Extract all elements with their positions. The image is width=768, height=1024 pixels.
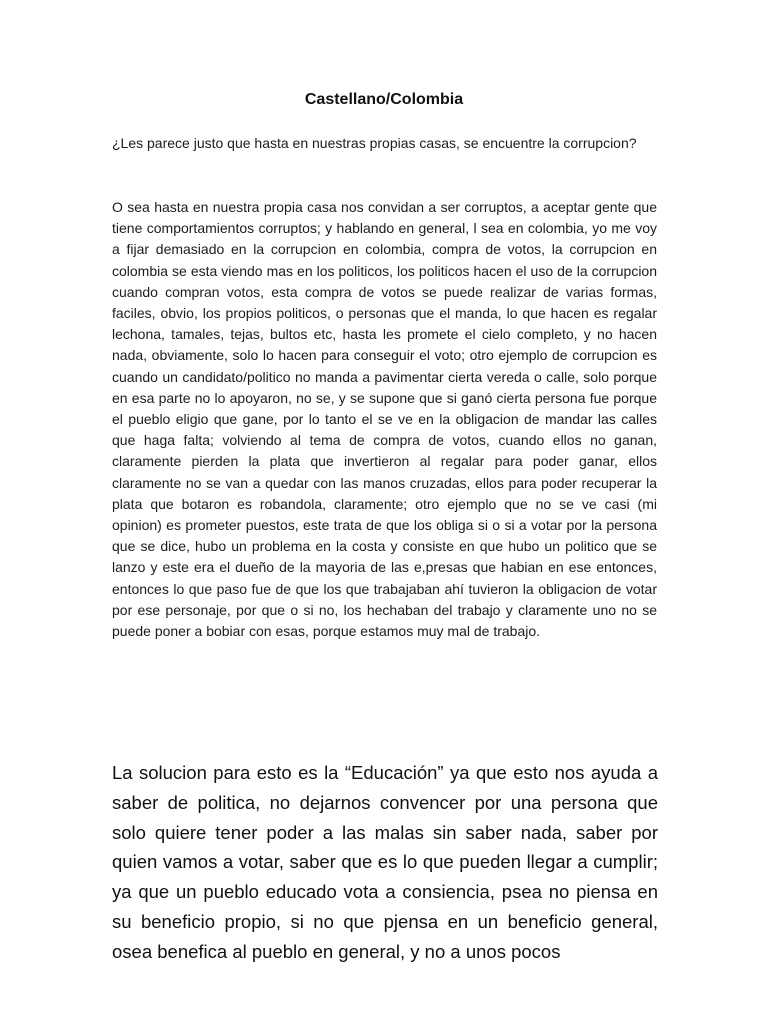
body-paragraph: O sea hasta en nuestra propia casa nos convidan a ser corruptos, a aceptar gente que tiene comportamientos corruptos; y hablando en general, l sea en colombia, yo me voy a fijar demasiado en la corrupcion en colombia, compra de votos, la corrupcion en colombia se esta viendo mas en los politicos, los politicos hacen el uso de la corrupcion cuando compran votos, esta compra de votos se puede realizar de varias formas, faciles, obvio, los propios politicos, o personas que el manda, lo que hacen es regalar lechona, tamales, tejas, bultos etc, hasta les promete el cielo completo, y no hacen nada, obviamente, solo lo hacen para conseguir el voto; otro ejemplo de corrupcion es cuando un candidato/politico no manda a pavimentar cierta vereda o calle, solo porque en esa parte no lo apoyaron, no se, y se supone que si ganó cierta persona fue porque el pueblo eligio que gane, por lo tanto el se ve en la obligacion de mandar las calles que haga falta; volviendo al tema de compra de votos, cuando ellos no ganan, claramente pierden la plata que invertieron al regalar para poder ganar, ellos claramente no se van a quedar con las manos cruzadas, ellos para poder recuperar la plata que botaron es robandola, claramente; otro ejemplo que no se ve casi (mi opinion) es prometer puestos, este trata de que los obliga si o si a votar por la persona que se dice, hubo un problema en la costa y consiste en que hubo un politico que se lanzo y este era el dueño de la mayoria de las e,presas que habian en ese entonces, entonces lo que paso fue de que los que trabajaban ahí tuvieron la obligacion de votar por ese personaje, por que o si no, los hechaban del trabajo y claramente uno no se puede poner a bobiar con esas, porque estamos muy mal de trabajo.	[112, 199, 657, 640]
conclusion-paragraph: La solucion para esto es la “Educación” ya que esto nos ayuda a saber de politica, no dejarnos convencer por una persona que solo quiere tener poder a las malas sin saber nada, saber por quien vamos a votar, saber que es lo que pueden llegar a cumplir; ya que un pueblo educado vota a consiencia, psea no piensa en su beneficio propio, si no que pjensa en un beneficio general, osea benefica al pueblo en general, y no a unos pocos	[112, 762, 658, 962]
question-paragraph: ¿Les parece justo que hasta en nuestras propias casas, se encuentre la corrupcion?	[112, 135, 637, 151]
document-title: Castellano/Colombia	[304, 91, 464, 108]
